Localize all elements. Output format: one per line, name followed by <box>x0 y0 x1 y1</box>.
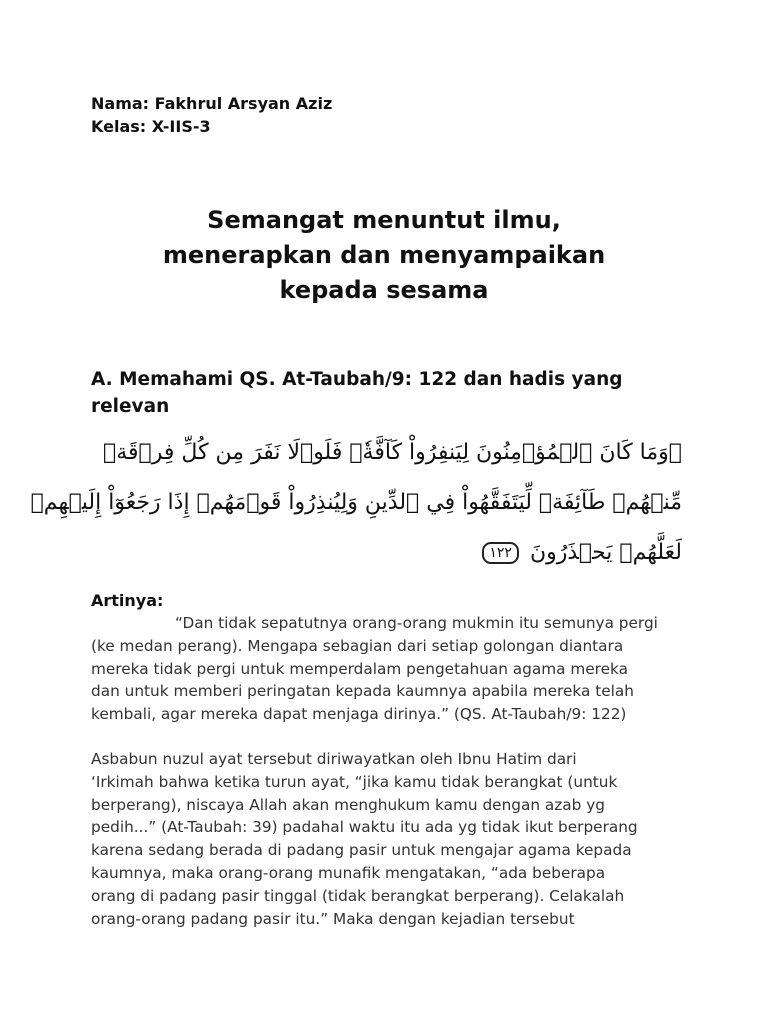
quran-verse <box>30 428 682 578</box>
verse-line <box>150 528 682 578</box>
student-name: Nama: Fakhrul Arsyan Aziz <box>91 94 333 113</box>
title-line: kepada sesama <box>279 276 489 304</box>
verse-line: ۞وَمَا كَانَ ٱلۡمُؤۡمِنُونَ لِيَنفِرُواْ كَآفَّةٗۚ فَلَوۡلَا نَفَرَ مِن كُلِّ فِرۡقَةٖ <box>103 440 682 465</box>
paragraph-line: kembali, agar mereka dapat menjaga dirinya.” (QS. At-Taubah/9: 122) <box>91 705 627 724</box>
translation-heading: Artinya: <box>91 591 164 610</box>
paragraph-line: ‘Irkimah bahwa ketika turun ayat, “jika kamu tidak berangkat (untuk <box>91 772 618 791</box>
paragraph-line: berperang), niscaya Allah akan menghukum kamu dengan azab yg <box>91 795 606 814</box>
paragraph-line: karena sedang berada di padang pasir untuk mengajar agama kepada <box>91 841 632 860</box>
paragraph-line: Asbabun nuzul ayat tersebut diriwayatkan oleh Ibnu Hatim dari <box>91 750 577 768</box>
ayah-number-marker: ١٢٢ <box>482 542 519 564</box>
paragraph-line: orang-orang padang pasir itu.” Maka dengan kejadian tersebut <box>91 909 575 928</box>
section-heading-line: relevan <box>91 396 170 417</box>
section-heading-a <box>91 366 691 420</box>
paragraph-line: mereka tidak pergi untuk memperdalam pengetahuan agama mereka <box>91 659 629 678</box>
paragraph-line: kaumnya, maka orang-orang munafik mengatakan, “ada beberapa <box>91 863 606 882</box>
student-class: Kelas: X-IIS-3 <box>91 117 211 136</box>
paragraph-line: “Dan tidak sepatutnya orang-orang mukmin itu semunya pergi <box>175 614 658 632</box>
paragraph-line: orang di padang pasir tinggal (tidak berangkat berperang). Celakalah <box>91 886 625 905</box>
translation-paragraph <box>91 612 691 726</box>
verse-line-text: لَعَلَّهُمۡ يَحۡذَرُونَ <box>529 540 682 565</box>
title-line: Semangat menuntut ilmu, <box>207 206 561 234</box>
paragraph-line: dan untuk memberi peringatan kepada kaumnya apabila mereka telah <box>91 682 634 701</box>
asbabun-nuzul-paragraph <box>91 748 691 930</box>
section-heading-line: A. Memahami QS. At-Taubah/9: 122 dan hadis yang <box>91 369 623 390</box>
document-title <box>90 203 678 308</box>
verse-line: مِّنۡهُمۡ طَآئِفَةٞ لِّيَتَفَقَّهُواْ فِي ٱلدِّينِ وَلِيُنذِرُواْ قَوۡمَهُمۡ إِذَا رَجَعُوٓاْ إِلَيۡهِمۡ <box>30 490 682 515</box>
title-line: menerapkan dan menyampaikan <box>162 241 606 269</box>
paragraph-line: (ke medan perang). Mengapa sebagian dari setiap golongan diantara <box>91 636 624 655</box>
paragraph-line: pedih...” (At-Taubah: 39) padahal waktu itu ada yg tidak ikut berperang <box>91 818 638 837</box>
